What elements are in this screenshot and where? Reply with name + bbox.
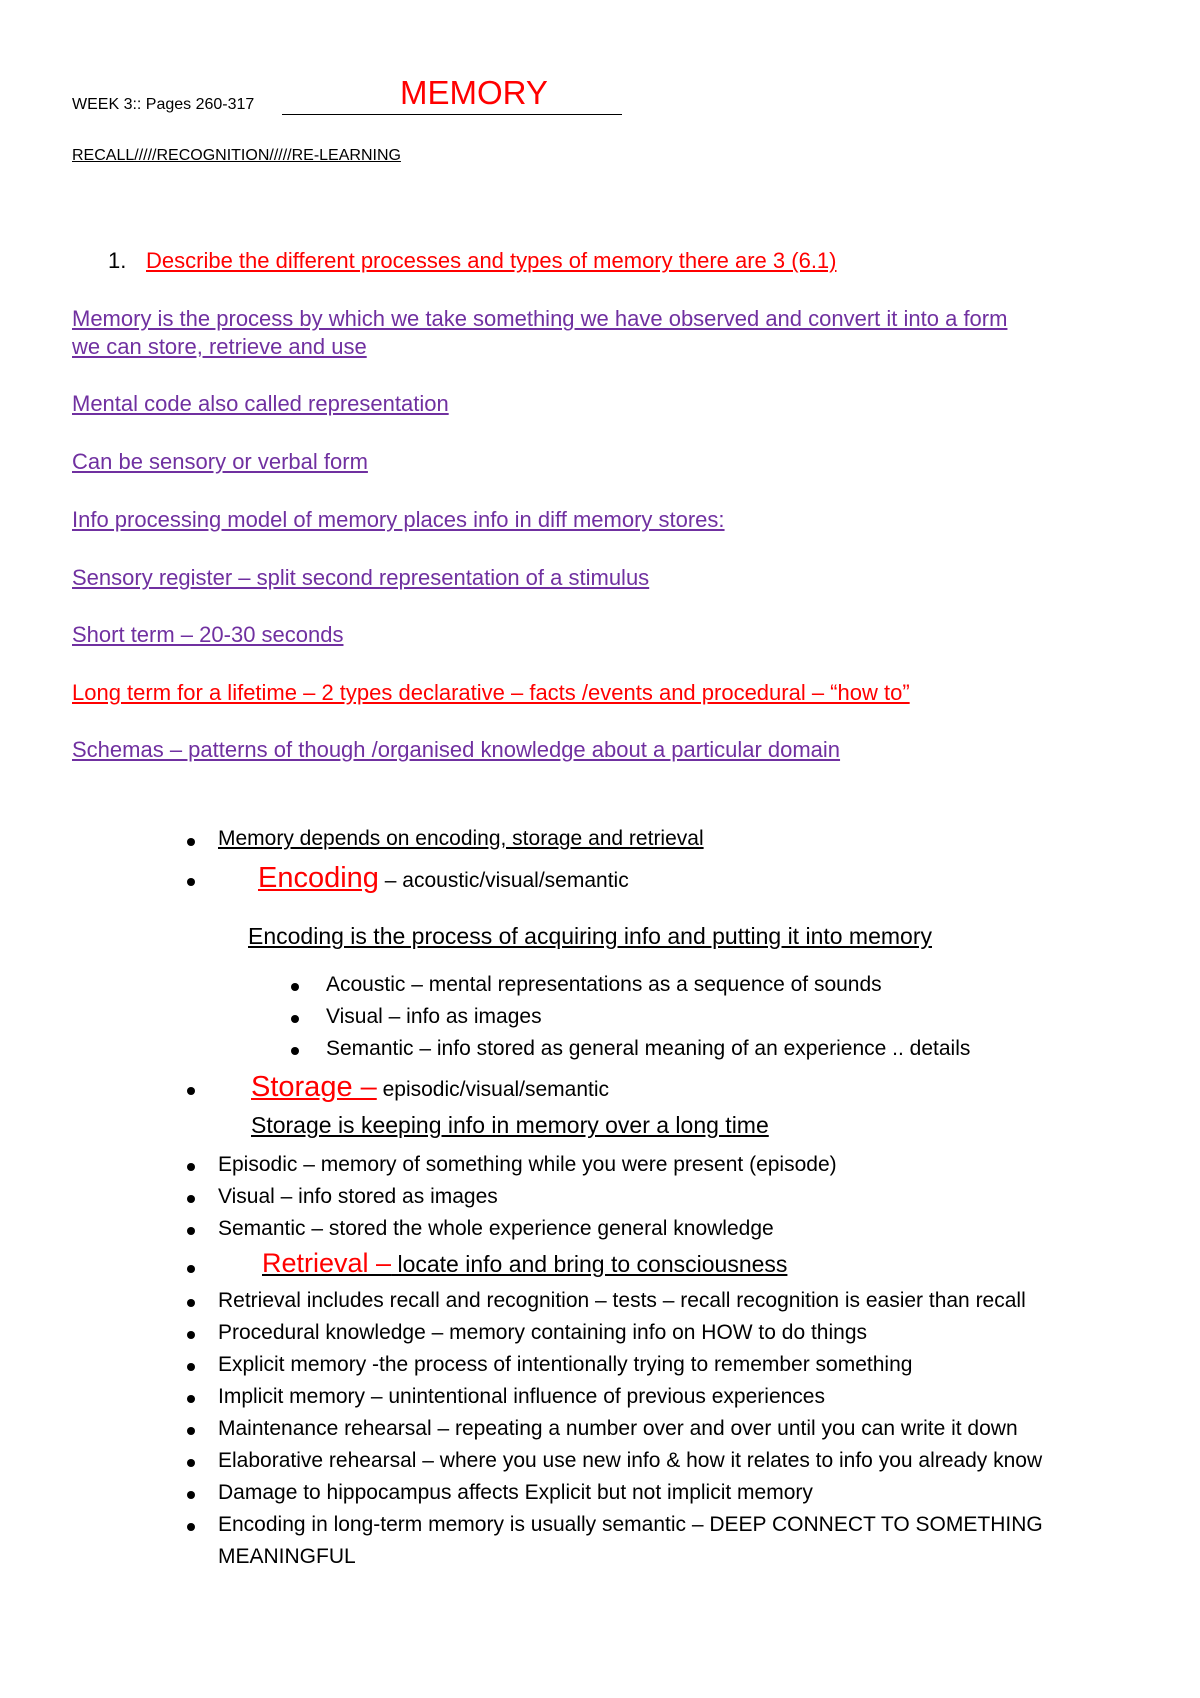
retrieval-item-recall: Retrieval includes recall and recognition – tests – recall recognition is easier than recall xyxy=(218,1289,1026,1312)
storage-heading: Storage – xyxy=(251,1071,377,1103)
bullet-dot xyxy=(187,878,195,886)
header-subtitle: RECALL/////RECOGNITION/////RE-LEARNING xyxy=(72,147,401,164)
note-sensory-verbal: Can be sensory or verbal form xyxy=(72,449,368,474)
retrieval-definition: locate info and bring to consciousness xyxy=(391,1251,788,1277)
storage-definition: Storage is keeping info in memory over a long time xyxy=(251,1112,769,1138)
note-short-term: Short term – 20-30 seconds xyxy=(72,622,344,647)
week-label: WEEK 3:: Pages 260-317 xyxy=(72,96,255,113)
bullet-dot xyxy=(187,1195,195,1203)
note-long-term: Long term for a lifetime – 2 types declarative – facts /events and procedural – “how to” xyxy=(72,680,910,705)
bullet-dot xyxy=(187,1227,195,1235)
header-week xyxy=(72,74,548,114)
bullet-dot xyxy=(187,838,195,846)
retrieval-item-procedural: Procedural knowledge – memory containing info on HOW to do things xyxy=(218,1321,868,1344)
page-title: MEMORY xyxy=(400,74,548,111)
bullet-dot xyxy=(291,1015,299,1023)
retrieval-item-maintenance: Maintenance rehearsal – repeating a number over and over until you can write it down xyxy=(218,1417,1018,1440)
question-text: Describe the different processes and types of memory there are 3 (6.1) xyxy=(146,248,837,273)
retrieval-heading: Retrieval – xyxy=(262,1248,392,1278)
bullet-dot xyxy=(291,983,299,991)
bullet-dot xyxy=(187,1459,195,1467)
bullet-memory-depends: Memory depends on encoding, storage and retrieval xyxy=(218,827,704,850)
bullet-dot xyxy=(187,1427,195,1435)
retrieval-item-implicit: Implicit memory – unintentional influence of previous experiences xyxy=(218,1385,825,1408)
bullet-dot xyxy=(187,1163,195,1171)
bullet-dot xyxy=(187,1395,195,1403)
retrieval-item-encoding-ltm-continued: MEANINGFUL xyxy=(218,1545,356,1568)
retrieval-item-explicit: Explicit memory -the process of intentionally trying to remember something xyxy=(218,1353,913,1376)
note-memory-definition-2: we can store, retrieve and use xyxy=(72,334,367,359)
encoding-sub-acoustic: Acoustic – mental representations as a sequence of sounds xyxy=(326,973,882,996)
bullet-dot xyxy=(187,1087,195,1095)
encoding-definition: Encoding is the process of acquiring info and putting it into memory xyxy=(248,923,932,949)
bullet-dot xyxy=(291,1047,299,1055)
bullet-retrieval xyxy=(262,1248,787,1279)
note-memory-definition-1: Memory is the process by which we take something we have observed and convert it into a form xyxy=(72,306,1008,331)
bullet-dot xyxy=(187,1299,195,1307)
note-sensory-register: Sensory register – split second representation of a stimulus xyxy=(72,565,650,590)
header-underline xyxy=(282,114,622,115)
encoding-types: – acoustic/visual/semantic xyxy=(378,869,629,892)
bullet-dot xyxy=(187,1523,195,1531)
note-info-processing: Info processing model of memory places info in diff memory stores: xyxy=(72,507,725,532)
retrieval-item-encoding-ltm: Encoding in long-term memory is usually semantic – DEEP CONNECT TO SOMETHING xyxy=(218,1513,1043,1536)
note-schemas: Schemas – patterns of though /organised knowledge about a particular domain xyxy=(72,737,841,762)
encoding-sub-semantic: Semantic – info stored as general meaning of an experience .. details xyxy=(326,1037,971,1060)
question-number: 1. xyxy=(108,248,127,273)
retrieval-item-elaborative: Elaborative rehearsal – where you use new info & how it relates to info you already know xyxy=(218,1449,1043,1472)
bullet-dot xyxy=(187,1331,195,1339)
bullet-storage xyxy=(251,1071,609,1104)
question-1 xyxy=(108,248,837,274)
storage-item-semantic: Semantic – stored the whole experience general knowledge xyxy=(218,1217,774,1240)
encoding-sub-visual: Visual – info as images xyxy=(326,1005,542,1028)
bullet-dot xyxy=(187,1265,195,1273)
storage-types: episodic/visual/semantic xyxy=(376,1078,610,1101)
bullet-encoding xyxy=(258,862,629,895)
encoding-heading: Encoding xyxy=(258,862,379,894)
storage-item-episodic: Episodic – memory of something while you were present (episode) xyxy=(218,1153,837,1176)
note-mental-code: Mental code also called representation xyxy=(72,391,449,416)
bullet-dot xyxy=(187,1363,195,1371)
retrieval-item-hippocampus: Damage to hippocampus affects Explicit but not implicit memory xyxy=(218,1481,813,1504)
bullet-dot xyxy=(187,1491,195,1499)
storage-item-visual: Visual – info stored as images xyxy=(218,1185,498,1208)
